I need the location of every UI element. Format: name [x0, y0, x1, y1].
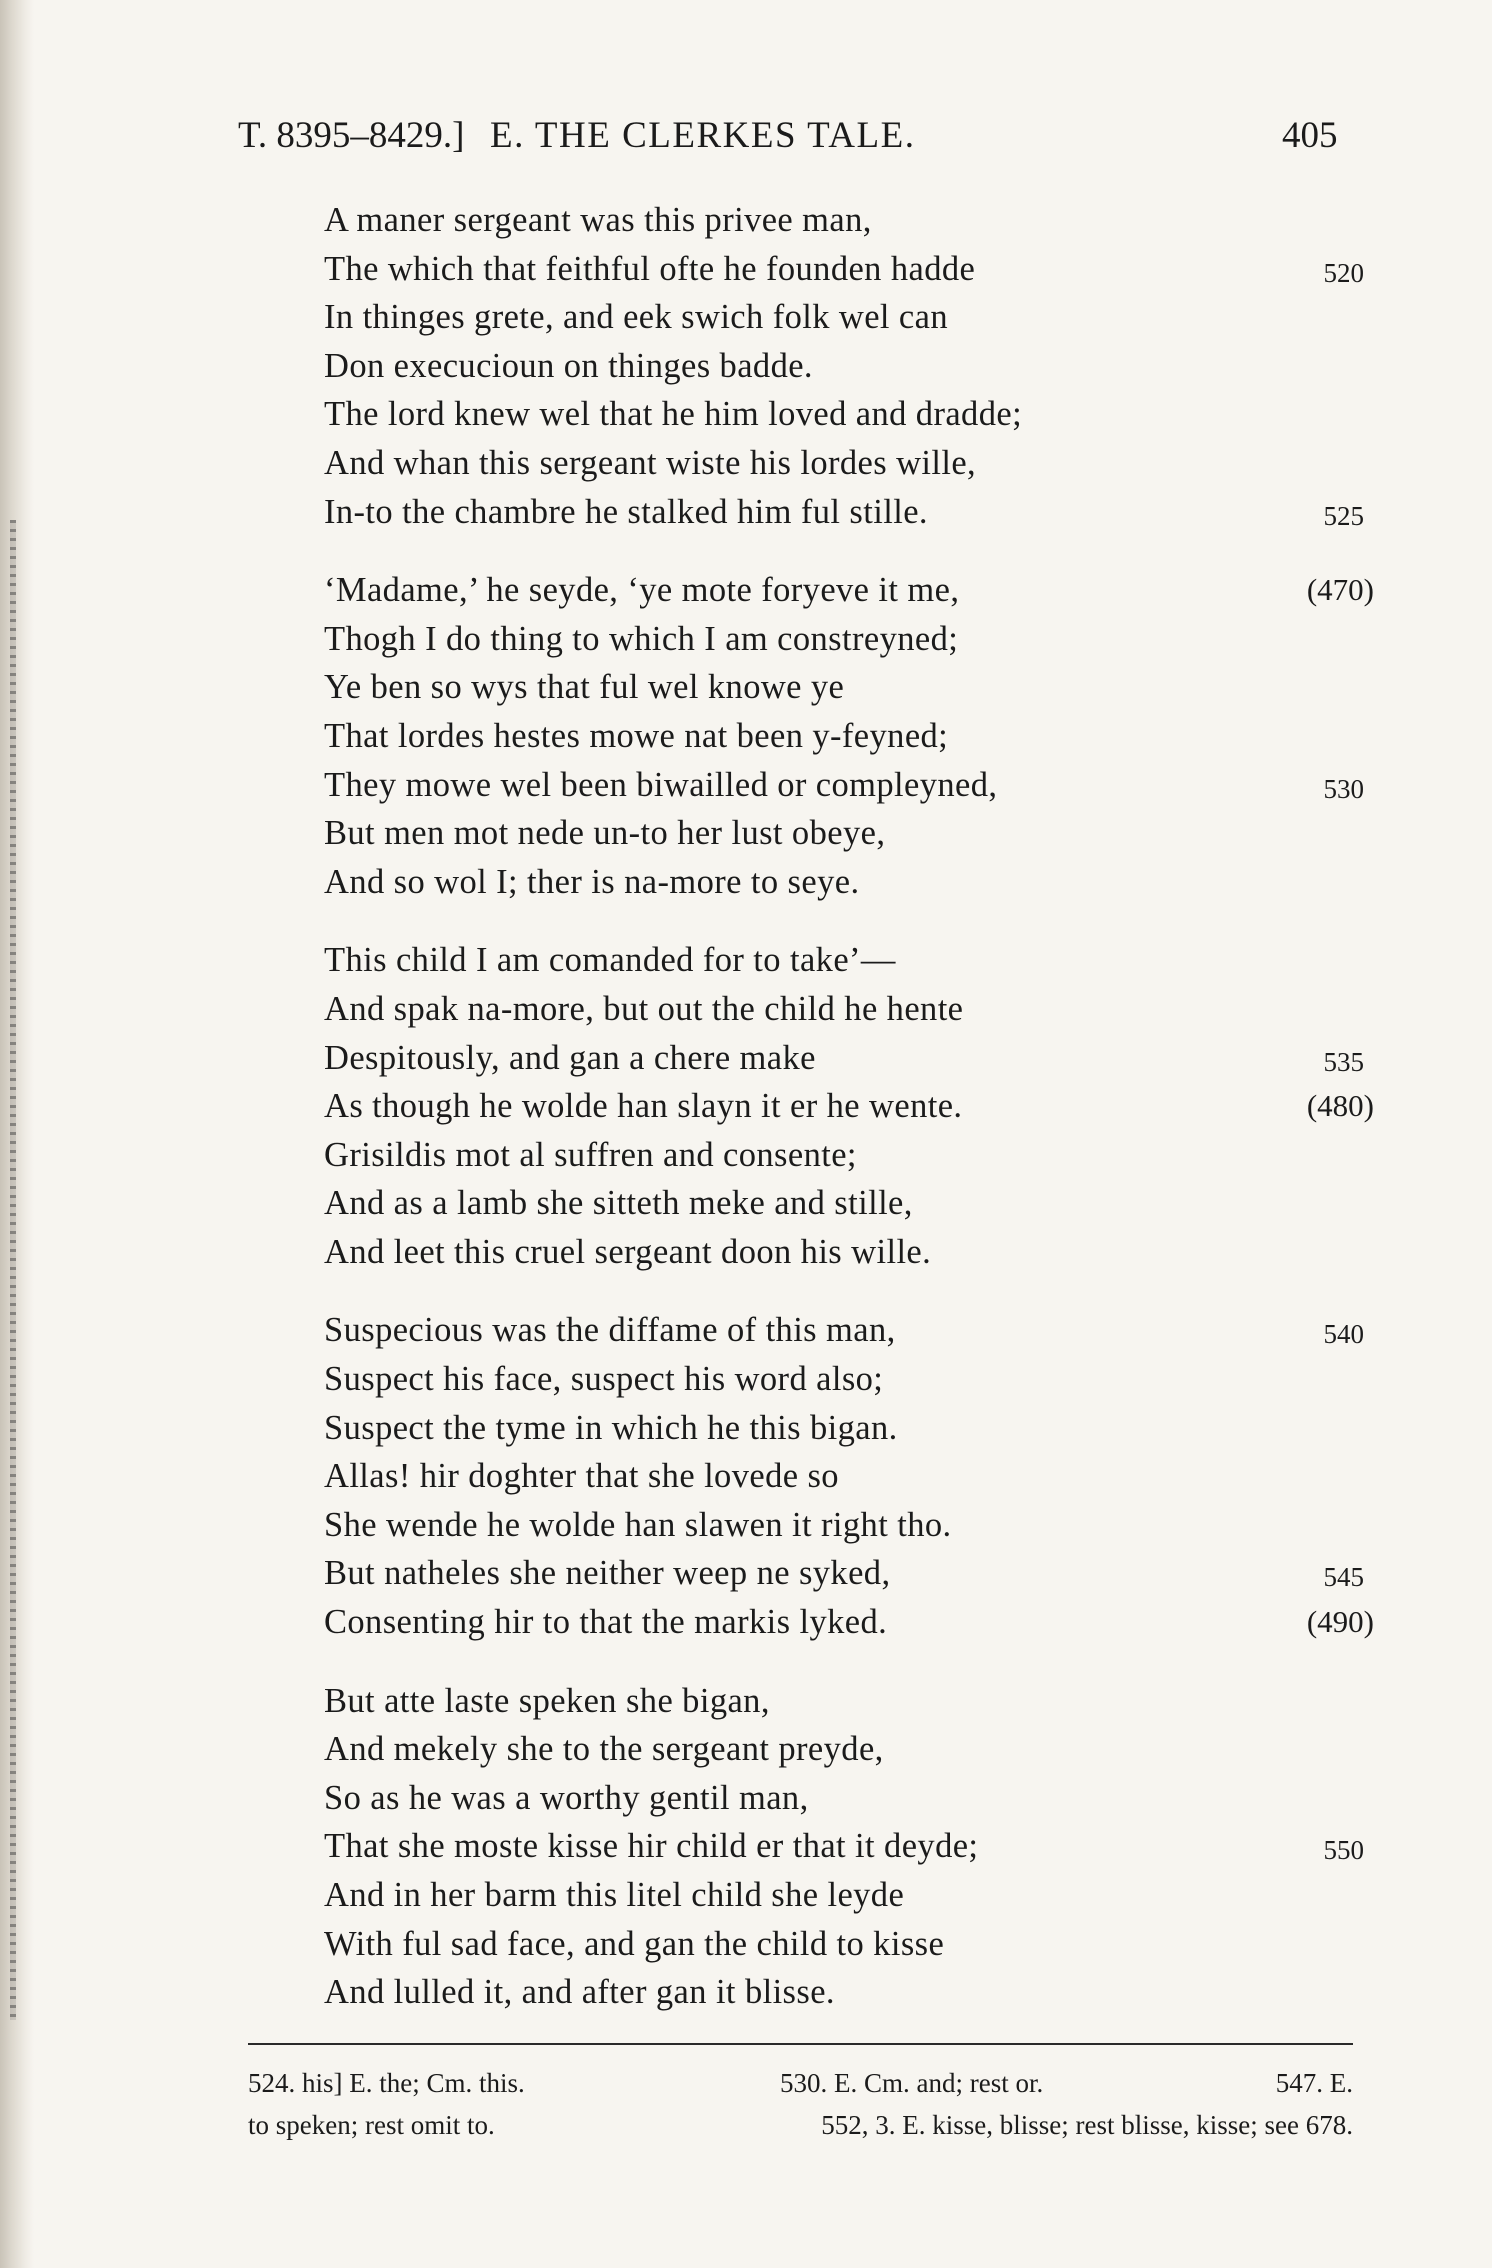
page-number: 405: [1282, 115, 1338, 156]
line-number: 520: [1323, 257, 1364, 288]
stanza: [324, 936, 1374, 1276]
line-number: 525: [1323, 500, 1364, 531]
page-title: E. THE CLERKES TALE.: [490, 115, 916, 156]
verse-text: As though he wolde han slayn it er he wente.: [324, 1087, 963, 1126]
footnote: 524. his] E. the; Cm. this.: [248, 2068, 525, 2098]
line-number: 550: [1323, 1835, 1364, 1866]
verse-line: [324, 566, 1374, 615]
verse-text: Despitously, and gan a chere make: [324, 1038, 816, 1077]
verse-line: [324, 1452, 1364, 1501]
verse-text: Suspecious was the diffame of this man,: [324, 1311, 896, 1350]
alt-line-number: (490): [1306, 1604, 1374, 1640]
verse-line: [324, 1549, 1364, 1598]
verse-text: Suspect his face, suspect his word also;: [324, 1360, 884, 1399]
line-number: 540: [1323, 1319, 1364, 1350]
verse-text: They mowe wel been biwailled or compleyned,: [324, 765, 998, 804]
verse-text: ‘Madame,’ he seyde, ‘ye mote foryeve it me,: [324, 571, 960, 610]
footnote-line: [248, 2062, 1353, 2104]
book-binding-edge: [0, 0, 34, 2268]
verse-text: And as a lamb she sitteth meke and stille,: [324, 1184, 913, 1223]
verse-line: [324, 1082, 1374, 1131]
verse-text: So as he was a worthy gentil man,: [324, 1778, 809, 1817]
stanza: [324, 196, 1364, 536]
verse-line: [324, 1228, 1364, 1277]
alt-line-number: (470): [1306, 572, 1374, 608]
verse-text: Ye ben so wys that ful wel knowe ye: [324, 668, 845, 707]
verse-line: [324, 985, 1364, 1034]
verse-text: Suspect the tyme in which he this bigan.: [324, 1408, 898, 1447]
stanza: [324, 1306, 1374, 1646]
verse-text: In thinges grete, and eek swich folk wel can: [324, 298, 949, 337]
footnote-line: [248, 2104, 1353, 2146]
verse-line: [324, 1179, 1364, 1228]
verse-text: A maner sergeant was this privee man,: [324, 201, 872, 239]
verse-text: Thogh I do thing to which I am constreyned;: [324, 619, 959, 658]
poem-body: [324, 196, 1374, 2047]
verse-text: And spak na-more, but out the child he hente: [324, 989, 964, 1028]
footnote: 547. E.: [1275, 2068, 1353, 2098]
verse-text: And leet this cruel sergeant doon his wille.: [324, 1232, 932, 1271]
verse-text: This child I am comanded for to take’—: [324, 941, 896, 980]
verse-text: That she moste kisse hir child er that it deyde;: [324, 1827, 979, 1866]
verse-line: [324, 1131, 1364, 1180]
footnote: to speken; rest omit to.: [248, 2110, 495, 2140]
verse-line: [324, 809, 1364, 858]
line-number: 535: [1323, 1046, 1364, 1077]
verse-text: The which that feithful ofte he founden hadde: [324, 249, 976, 288]
verse-line: [324, 1355, 1364, 1404]
stanza: [324, 1677, 1364, 2017]
verse-line: [324, 342, 1364, 391]
line-range: T. 8395–8429.]: [238, 115, 465, 156]
verse-text: But natheles she neither weep ne syked,: [324, 1554, 891, 1593]
verse-text: And mekely she to the sergeant preyde,: [324, 1730, 884, 1769]
verse-line: [324, 615, 1364, 664]
verse-text: In-to the chambre he stalked him ful stille.: [324, 492, 928, 531]
verse-text: Allas! hir doghter that she lovede so: [324, 1457, 839, 1496]
verse-text: The lord knew wel that he him loved and dradde;: [324, 395, 1023, 434]
verse-line: [324, 1598, 1374, 1647]
verse-line: [324, 196, 1364, 245]
footnotes: [248, 2062, 1353, 2146]
verse-line: [324, 1404, 1364, 1453]
verse-line: [324, 858, 1364, 907]
footnote: 530. E. Cm. and; rest or.: [780, 2068, 1044, 2098]
verse-line: [324, 245, 1364, 294]
verse-line: [324, 1968, 1364, 2017]
verse-text: And in her barm this litel child she leyde: [324, 1876, 905, 1914]
verse-line: [324, 439, 1364, 488]
alt-line-number: (480): [1306, 1088, 1374, 1124]
footnote-rule: [248, 2043, 1353, 2045]
verse-text: She wende he wolde han slawen it right tho.: [324, 1505, 952, 1544]
verse-text: But men mot nede un-to her lust obeye,: [324, 814, 886, 853]
verse-line: [324, 1306, 1364, 1355]
verse-line: [324, 712, 1364, 761]
verse-line: [324, 1871, 1364, 1920]
verse-line: [324, 1774, 1364, 1823]
verse-line: [324, 390, 1364, 439]
verse-line: [324, 1822, 1364, 1871]
verse-line: [324, 293, 1364, 342]
verse-text: Grisildis mot al suffren and consente;: [324, 1135, 857, 1174]
verse-line: [324, 488, 1364, 537]
line-number: 530: [1323, 773, 1364, 804]
verse-text: That lordes hestes mowe nat been y-feyned;: [324, 716, 949, 755]
footnote: 552, 3. E. kisse, blisse; rest blisse, kisse; see 678.: [821, 2110, 1353, 2140]
stanza: [324, 566, 1374, 906]
verse-text: But atte laste speken she bigan,: [324, 1681, 770, 1720]
verse-text: Consenting hir to that the markis lyked.: [324, 1603, 888, 1642]
verse-text: And whan this sergeant wiste his lordes wille,: [324, 443, 977, 482]
verse-text: And so wol I; ther is na-more to seye.: [324, 862, 860, 901]
verse-text: Don execucioun on thinges badde.: [324, 346, 813, 385]
verse-text: And lulled it, and after gan it blisse.: [324, 1973, 835, 2012]
running-header: [0, 108, 1492, 162]
verse-text: With ful sad face, and gan the child to kisse: [324, 1924, 945, 1963]
verse-line: [324, 1501, 1364, 1550]
verse-line: [324, 936, 1364, 985]
verse-line: [324, 1034, 1364, 1083]
verse-line: [324, 761, 1364, 810]
verse-line: [324, 663, 1364, 712]
verse-line: [324, 1725, 1364, 1774]
verse-line: [324, 1677, 1364, 1726]
verse-line: [324, 1920, 1364, 1969]
line-number: 545: [1323, 1562, 1364, 1593]
